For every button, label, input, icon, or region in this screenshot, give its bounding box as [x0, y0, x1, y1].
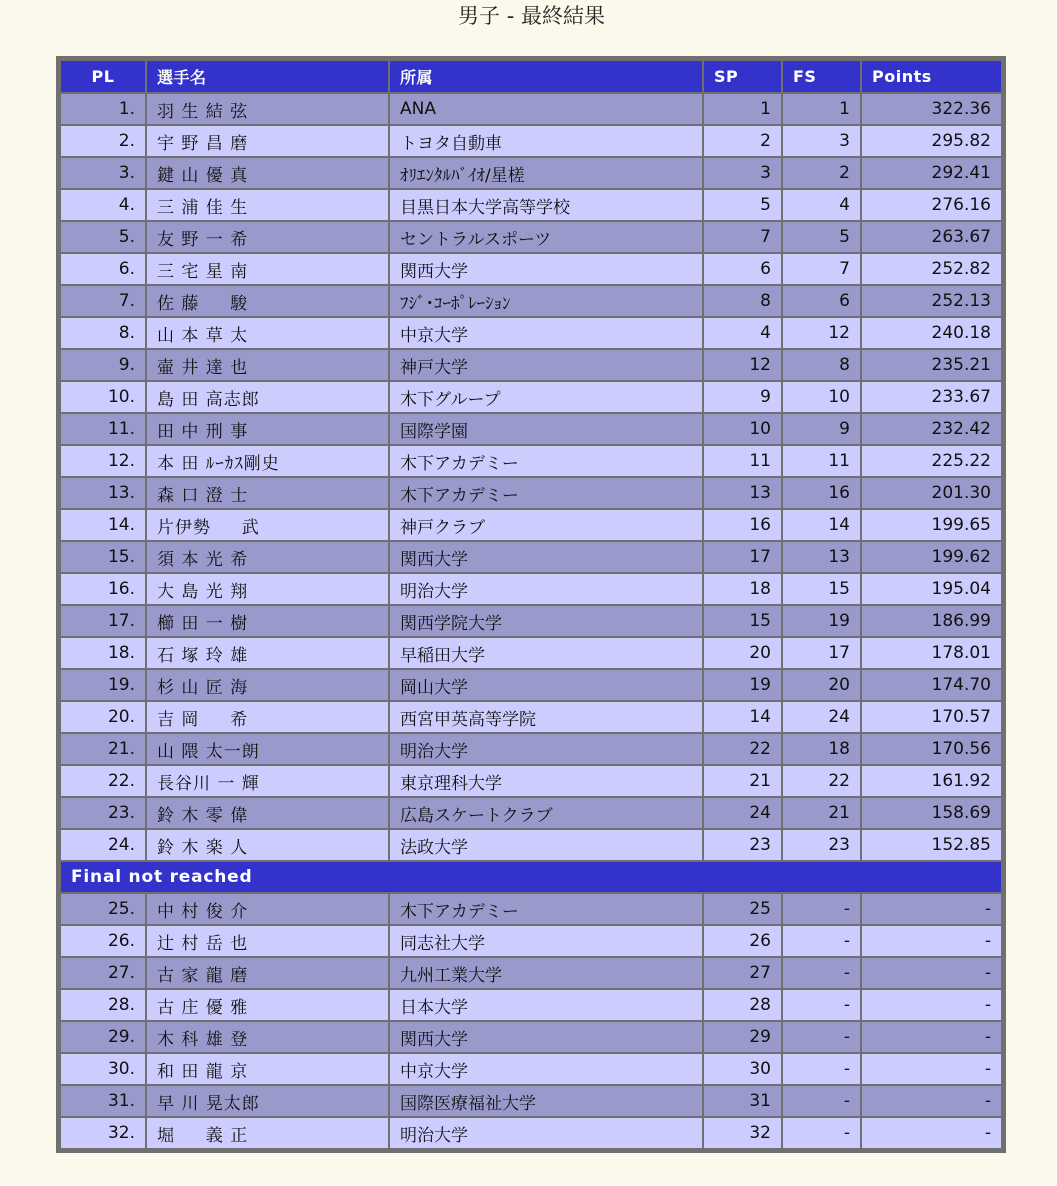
cell-skater-name: 森 口 澄 士 [147, 478, 388, 508]
cell-fs-rank: 22 [783, 766, 860, 796]
table-row [61, 222, 1001, 252]
cell-fs-rank: 9 [783, 414, 860, 444]
cell-fs-rank: 15 [783, 574, 860, 604]
cell-skater-name: 石 塚 玲 雄 [147, 638, 388, 668]
cell-pl: 31. [61, 1086, 145, 1116]
cell-skater-name: 辻 村 岳 也 [147, 926, 388, 956]
table-row [61, 734, 1001, 764]
table-row [61, 990, 1001, 1020]
cell-pl: 13. [61, 478, 145, 508]
cell-skater-name: 和 田 龍 京 [147, 1054, 388, 1084]
cell-skater-name: 羽 生 結 弦 [147, 94, 388, 124]
cell-pl: 1. [61, 94, 145, 124]
cell-sp-rank: 14 [704, 702, 781, 732]
cell-fs-rank: - [783, 926, 860, 956]
cell-skater-name: 古 庄 優 雅 [147, 990, 388, 1020]
cell-club: 国際学園 [390, 414, 702, 444]
column-header-points: Points [862, 61, 1001, 92]
cell-skater-name: 鈴 木 零 偉 [147, 798, 388, 828]
cell-skater-name: 吉 岡 希 [147, 702, 388, 732]
cell-club: 関西学院大学 [390, 606, 702, 636]
table-row [61, 318, 1001, 348]
cell-fs-rank: 19 [783, 606, 860, 636]
cell-skater-name: 佐 藤 駿 [147, 286, 388, 316]
section-body [61, 862, 1001, 892]
cell-pl: 7. [61, 286, 145, 316]
table-row [61, 606, 1001, 636]
cell-skater-name: 中 村 俊 介 [147, 894, 388, 924]
cell-sp-rank: 20 [704, 638, 781, 668]
cell-points: 225.22 [862, 446, 1001, 476]
cell-pl: 18. [61, 638, 145, 668]
section-row [61, 862, 1001, 892]
cell-sp-rank: 18 [704, 574, 781, 604]
cell-skater-name: 三 浦 佳 生 [147, 190, 388, 220]
cell-fs-rank: 23 [783, 830, 860, 860]
cell-sp-rank: 29 [704, 1022, 781, 1052]
cell-pl: 21. [61, 734, 145, 764]
cell-pl: 19. [61, 670, 145, 700]
cell-points: 174.70 [862, 670, 1001, 700]
cell-points: 199.62 [862, 542, 1001, 572]
cell-club: ANA [390, 94, 702, 124]
cell-sp-rank: 12 [704, 350, 781, 380]
cell-club: ｵﾘｴﾝﾀﾙﾊﾞｲｵ/星槎 [390, 158, 702, 188]
cell-sp-rank: 28 [704, 990, 781, 1020]
cell-fs-rank: 1 [783, 94, 860, 124]
cell-pl: 2. [61, 126, 145, 156]
cell-club: 木下アカデミー [390, 894, 702, 924]
cell-skater-name: 堀 義 正 [147, 1118, 388, 1148]
cell-fs-rank: 8 [783, 350, 860, 380]
table-row [61, 414, 1001, 444]
cell-points: 292.41 [862, 158, 1001, 188]
cell-pl: 6. [61, 254, 145, 284]
cell-fs-rank: 12 [783, 318, 860, 348]
cell-club: 日本大学 [390, 990, 702, 1020]
table-row [61, 510, 1001, 540]
table-row [61, 446, 1001, 476]
table-row [61, 798, 1001, 828]
cell-skater-name: 田 中 刑 事 [147, 414, 388, 444]
cell-sp-rank: 11 [704, 446, 781, 476]
column-header-pl: PL [61, 61, 145, 92]
table-row [61, 126, 1001, 156]
cell-skater-name: 三 宅 星 南 [147, 254, 388, 284]
cell-skater-name: 宇 野 昌 磨 [147, 126, 388, 156]
cell-fs-rank: 2 [783, 158, 860, 188]
cell-skater-name: 島 田 高志郎 [147, 382, 388, 412]
cell-club: 法政大学 [390, 830, 702, 860]
cell-sp-rank: 4 [704, 318, 781, 348]
results-table-container [56, 56, 1006, 1153]
cell-points: - [862, 1054, 1001, 1084]
cell-fs-rank: 11 [783, 446, 860, 476]
cell-points: 252.13 [862, 286, 1001, 316]
table-row [61, 574, 1001, 604]
table-row [61, 1086, 1001, 1116]
cell-fs-rank: 5 [783, 222, 860, 252]
cell-skater-name: 鈴 木 楽 人 [147, 830, 388, 860]
section-label: Final not reached [61, 862, 1001, 892]
cell-sp-rank: 8 [704, 286, 781, 316]
cell-fs-rank: 6 [783, 286, 860, 316]
cell-club: 明治大学 [390, 734, 702, 764]
cell-skater-name: 本 田 ﾙｰｶｽ剛史 [147, 446, 388, 476]
table-row [61, 254, 1001, 284]
table-row [61, 382, 1001, 412]
cell-fs-rank: 17 [783, 638, 860, 668]
cell-sp-rank: 3 [704, 158, 781, 188]
cell-points: 240.18 [862, 318, 1001, 348]
cell-sp-rank: 21 [704, 766, 781, 796]
cell-club: トヨタ自動車 [390, 126, 702, 156]
cell-skater-name: 須 本 光 希 [147, 542, 388, 572]
cell-club: 中京大学 [390, 318, 702, 348]
cell-pl: 26. [61, 926, 145, 956]
cell-club: 目黒日本大学高等学校 [390, 190, 702, 220]
cell-pl: 29. [61, 1022, 145, 1052]
cell-pl: 23. [61, 798, 145, 828]
column-header-name: 選手名 [147, 61, 388, 92]
results-table [59, 59, 1003, 1150]
cell-club: ﾌｼﾞ･ｺｰﾎﾟﾚｰｼｮﾝ [390, 286, 702, 316]
cell-pl: 27. [61, 958, 145, 988]
cell-sp-rank: 31 [704, 1086, 781, 1116]
table-row [61, 1054, 1001, 1084]
table-row [61, 670, 1001, 700]
cell-points: 235.21 [862, 350, 1001, 380]
cell-skater-name: 早 川 晃太郎 [147, 1086, 388, 1116]
cell-skater-name: 友 野 一 希 [147, 222, 388, 252]
cell-club: 関西大学 [390, 254, 702, 284]
cell-sp-rank: 23 [704, 830, 781, 860]
cell-club: 西宮甲英高等学院 [390, 702, 702, 732]
table-row [61, 1022, 1001, 1052]
cell-points: 158.69 [862, 798, 1001, 828]
cell-club: 木下アカデミー [390, 478, 702, 508]
table-row [61, 926, 1001, 956]
cell-pl: 5. [61, 222, 145, 252]
cell-club: 明治大学 [390, 574, 702, 604]
table-row [61, 286, 1001, 316]
cell-pl: 15. [61, 542, 145, 572]
cell-club: 九州工業大学 [390, 958, 702, 988]
cell-fs-rank: 14 [783, 510, 860, 540]
table-row [61, 190, 1001, 220]
column-header-club: 所属 [390, 61, 702, 92]
cell-pl: 22. [61, 766, 145, 796]
cell-fs-rank: - [783, 1022, 860, 1052]
cell-points: 232.42 [862, 414, 1001, 444]
cell-points: 263.67 [862, 222, 1001, 252]
cell-sp-rank: 1 [704, 94, 781, 124]
table-row [61, 350, 1001, 380]
cell-sp-rank: 10 [704, 414, 781, 444]
cell-skater-name: 大 島 光 翔 [147, 574, 388, 604]
column-header-sp: SP [704, 61, 781, 92]
cell-points: 170.57 [862, 702, 1001, 732]
cell-points: 195.04 [862, 574, 1001, 604]
cell-pl: 28. [61, 990, 145, 1020]
cell-sp-rank: 32 [704, 1118, 781, 1148]
cell-pl: 32. [61, 1118, 145, 1148]
cell-club: 木下グループ [390, 382, 702, 412]
cell-sp-rank: 26 [704, 926, 781, 956]
cell-pl: 17. [61, 606, 145, 636]
cell-sp-rank: 5 [704, 190, 781, 220]
cell-skater-name: 杉 山 匠 海 [147, 670, 388, 700]
cell-points: - [862, 1022, 1001, 1052]
cell-sp-rank: 9 [704, 382, 781, 412]
cell-pl: 16. [61, 574, 145, 604]
cell-club: 国際医療福祉大学 [390, 1086, 702, 1116]
table-row [61, 766, 1001, 796]
cell-skater-name: 山 本 草 太 [147, 318, 388, 348]
cell-fs-rank: 4 [783, 190, 860, 220]
cell-sp-rank: 30 [704, 1054, 781, 1084]
cell-sp-rank: 17 [704, 542, 781, 572]
table-row [61, 478, 1001, 508]
cell-skater-name: 山 隈 太一朗 [147, 734, 388, 764]
cell-points: 186.99 [862, 606, 1001, 636]
non-finalists-body [61, 894, 1001, 1148]
cell-points: 152.85 [862, 830, 1001, 860]
cell-fs-rank: 20 [783, 670, 860, 700]
cell-pl: 14. [61, 510, 145, 540]
cell-club: 中京大学 [390, 1054, 702, 1084]
cell-club: 広島スケートクラブ [390, 798, 702, 828]
page-title: 男子 - 最終結果 [458, 4, 605, 28]
cell-fs-rank: 24 [783, 702, 860, 732]
column-header-fs: FS [783, 61, 860, 92]
cell-sp-rank: 2 [704, 126, 781, 156]
cell-fs-rank: - [783, 1086, 860, 1116]
cell-sp-rank: 22 [704, 734, 781, 764]
cell-fs-rank: - [783, 990, 860, 1020]
cell-club: 岡山大学 [390, 670, 702, 700]
cell-skater-name: 壷 井 達 也 [147, 350, 388, 380]
cell-points: 199.65 [862, 510, 1001, 540]
cell-points: 322.36 [862, 94, 1001, 124]
cell-sp-rank: 13 [704, 478, 781, 508]
cell-skater-name: 櫛 田 一 樹 [147, 606, 388, 636]
cell-points: 252.82 [862, 254, 1001, 284]
cell-points: 233.67 [862, 382, 1001, 412]
cell-club: 東京理科大学 [390, 766, 702, 796]
cell-club: 神戸大学 [390, 350, 702, 380]
cell-points: 295.82 [862, 126, 1001, 156]
cell-skater-name: 片伊勢 武 [147, 510, 388, 540]
cell-fs-rank: 3 [783, 126, 860, 156]
cell-pl: 3. [61, 158, 145, 188]
cell-fs-rank: 18 [783, 734, 860, 764]
cell-pl: 24. [61, 830, 145, 860]
cell-pl: 25. [61, 894, 145, 924]
cell-sp-rank: 7 [704, 222, 781, 252]
cell-club: 神戸クラブ [390, 510, 702, 540]
cell-points: 161.92 [862, 766, 1001, 796]
cell-skater-name: 鍵 山 優 真 [147, 158, 388, 188]
cell-sp-rank: 27 [704, 958, 781, 988]
cell-points: - [862, 1086, 1001, 1116]
cell-fs-rank: - [783, 1118, 860, 1148]
cell-points: - [862, 990, 1001, 1020]
cell-points: 170.56 [862, 734, 1001, 764]
table-row [61, 94, 1001, 124]
cell-pl: 8. [61, 318, 145, 348]
cell-club: 関西大学 [390, 542, 702, 572]
cell-skater-name: 古 家 龍 磨 [147, 958, 388, 988]
cell-fs-rank: 16 [783, 478, 860, 508]
cell-pl: 11. [61, 414, 145, 444]
cell-pl: 4. [61, 190, 145, 220]
table-row [61, 894, 1001, 924]
table-row [61, 638, 1001, 668]
cell-club: 木下アカデミー [390, 446, 702, 476]
table-row [61, 830, 1001, 860]
table-row [61, 1118, 1001, 1148]
finalists-body [61, 94, 1001, 860]
cell-fs-rank: 10 [783, 382, 860, 412]
cell-skater-name: 長谷川 一 輝 [147, 766, 388, 796]
cell-fs-rank: - [783, 1054, 860, 1084]
cell-points: - [862, 926, 1001, 956]
cell-pl: 12. [61, 446, 145, 476]
cell-skater-name: 木 科 雄 登 [147, 1022, 388, 1052]
cell-club: 明治大学 [390, 1118, 702, 1148]
cell-fs-rank: - [783, 894, 860, 924]
table-row [61, 958, 1001, 988]
cell-sp-rank: 19 [704, 670, 781, 700]
cell-points: - [862, 1118, 1001, 1148]
cell-club: 早稲田大学 [390, 638, 702, 668]
header-row [61, 61, 1001, 92]
cell-sp-rank: 16 [704, 510, 781, 540]
cell-sp-rank: 24 [704, 798, 781, 828]
cell-club: セントラルスポーツ [390, 222, 702, 252]
cell-points: - [862, 958, 1001, 988]
table-row [61, 702, 1001, 732]
cell-fs-rank: - [783, 958, 860, 988]
cell-fs-rank: 21 [783, 798, 860, 828]
cell-fs-rank: 13 [783, 542, 860, 572]
cell-sp-rank: 6 [704, 254, 781, 284]
cell-points: 276.16 [862, 190, 1001, 220]
cell-fs-rank: 7 [783, 254, 860, 284]
cell-points: - [862, 894, 1001, 924]
cell-sp-rank: 15 [704, 606, 781, 636]
cell-pl: 30. [61, 1054, 145, 1084]
table-row [61, 542, 1001, 572]
cell-club: 関西大学 [390, 1022, 702, 1052]
cell-pl: 10. [61, 382, 145, 412]
table-row [61, 158, 1001, 188]
cell-pl: 9. [61, 350, 145, 380]
cell-points: 178.01 [862, 638, 1001, 668]
cell-club: 同志社大学 [390, 926, 702, 956]
cell-pl: 20. [61, 702, 145, 732]
cell-points: 201.30 [862, 478, 1001, 508]
cell-sp-rank: 25 [704, 894, 781, 924]
